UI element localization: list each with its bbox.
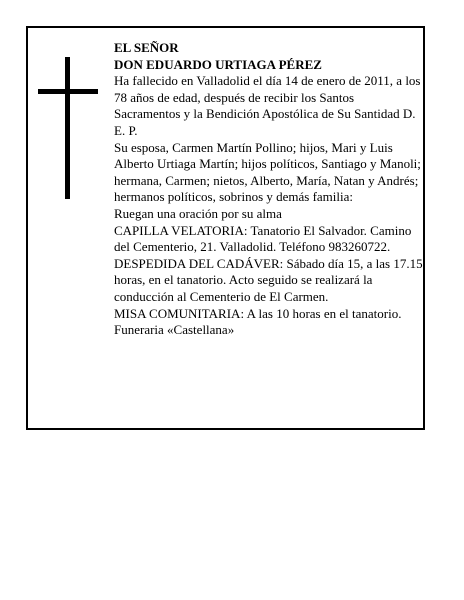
- cross-horizontal-bar: [38, 89, 98, 94]
- cross-icon: [38, 57, 98, 199]
- chapel-info: CAPILLA VELATORIA: Tanatorio El Salvador. Camino del Cementerio, 21. Valladolid. Teléfono 983260722.: [114, 222, 412, 255]
- prayer-request: Ruegan una oración por su alma: [114, 205, 282, 221]
- mass-info: MISA COMUNITARIA: A las 10 horas en el tanatorio.: [114, 305, 402, 321]
- notice-body: [114, 40, 423, 339]
- death-announcement: Ha fallecido en Valladolid el día 14 de enero de 2011, a los 78 años de edad, después de recibir los Santos Sacramentos y la Bendición Apostólica de Su Santidad D. E. P.: [114, 73, 421, 138]
- obituary-notice: [26, 26, 425, 430]
- cross-vertical-bar: [65, 57, 70, 199]
- family-list: Su esposa, Carmen Martín Pollino; hijos, Mari y Luis Alberto Urtiaga Martín; hijos políticos, Santiago y Manoli; hermana, Carmen; nietos, Alberto, María, Natan y Andrés; hermanos políticos, sobrinos y demás familia:: [114, 139, 421, 205]
- funeral-home: Funeraria «Castellana»: [114, 322, 235, 338]
- honorific: EL SEÑOR: [114, 40, 179, 55]
- farewell-info: DESPEDIDA DEL CADÁVER: Sábado día 15, a las 17.15 horas, en el tanatorio. Acto seguido se realizará la conducción al Cementerio de El Carmen.: [114, 255, 423, 304]
- deceased-name: DON EDUARDO URTIAGA PÉREZ: [114, 56, 322, 72]
